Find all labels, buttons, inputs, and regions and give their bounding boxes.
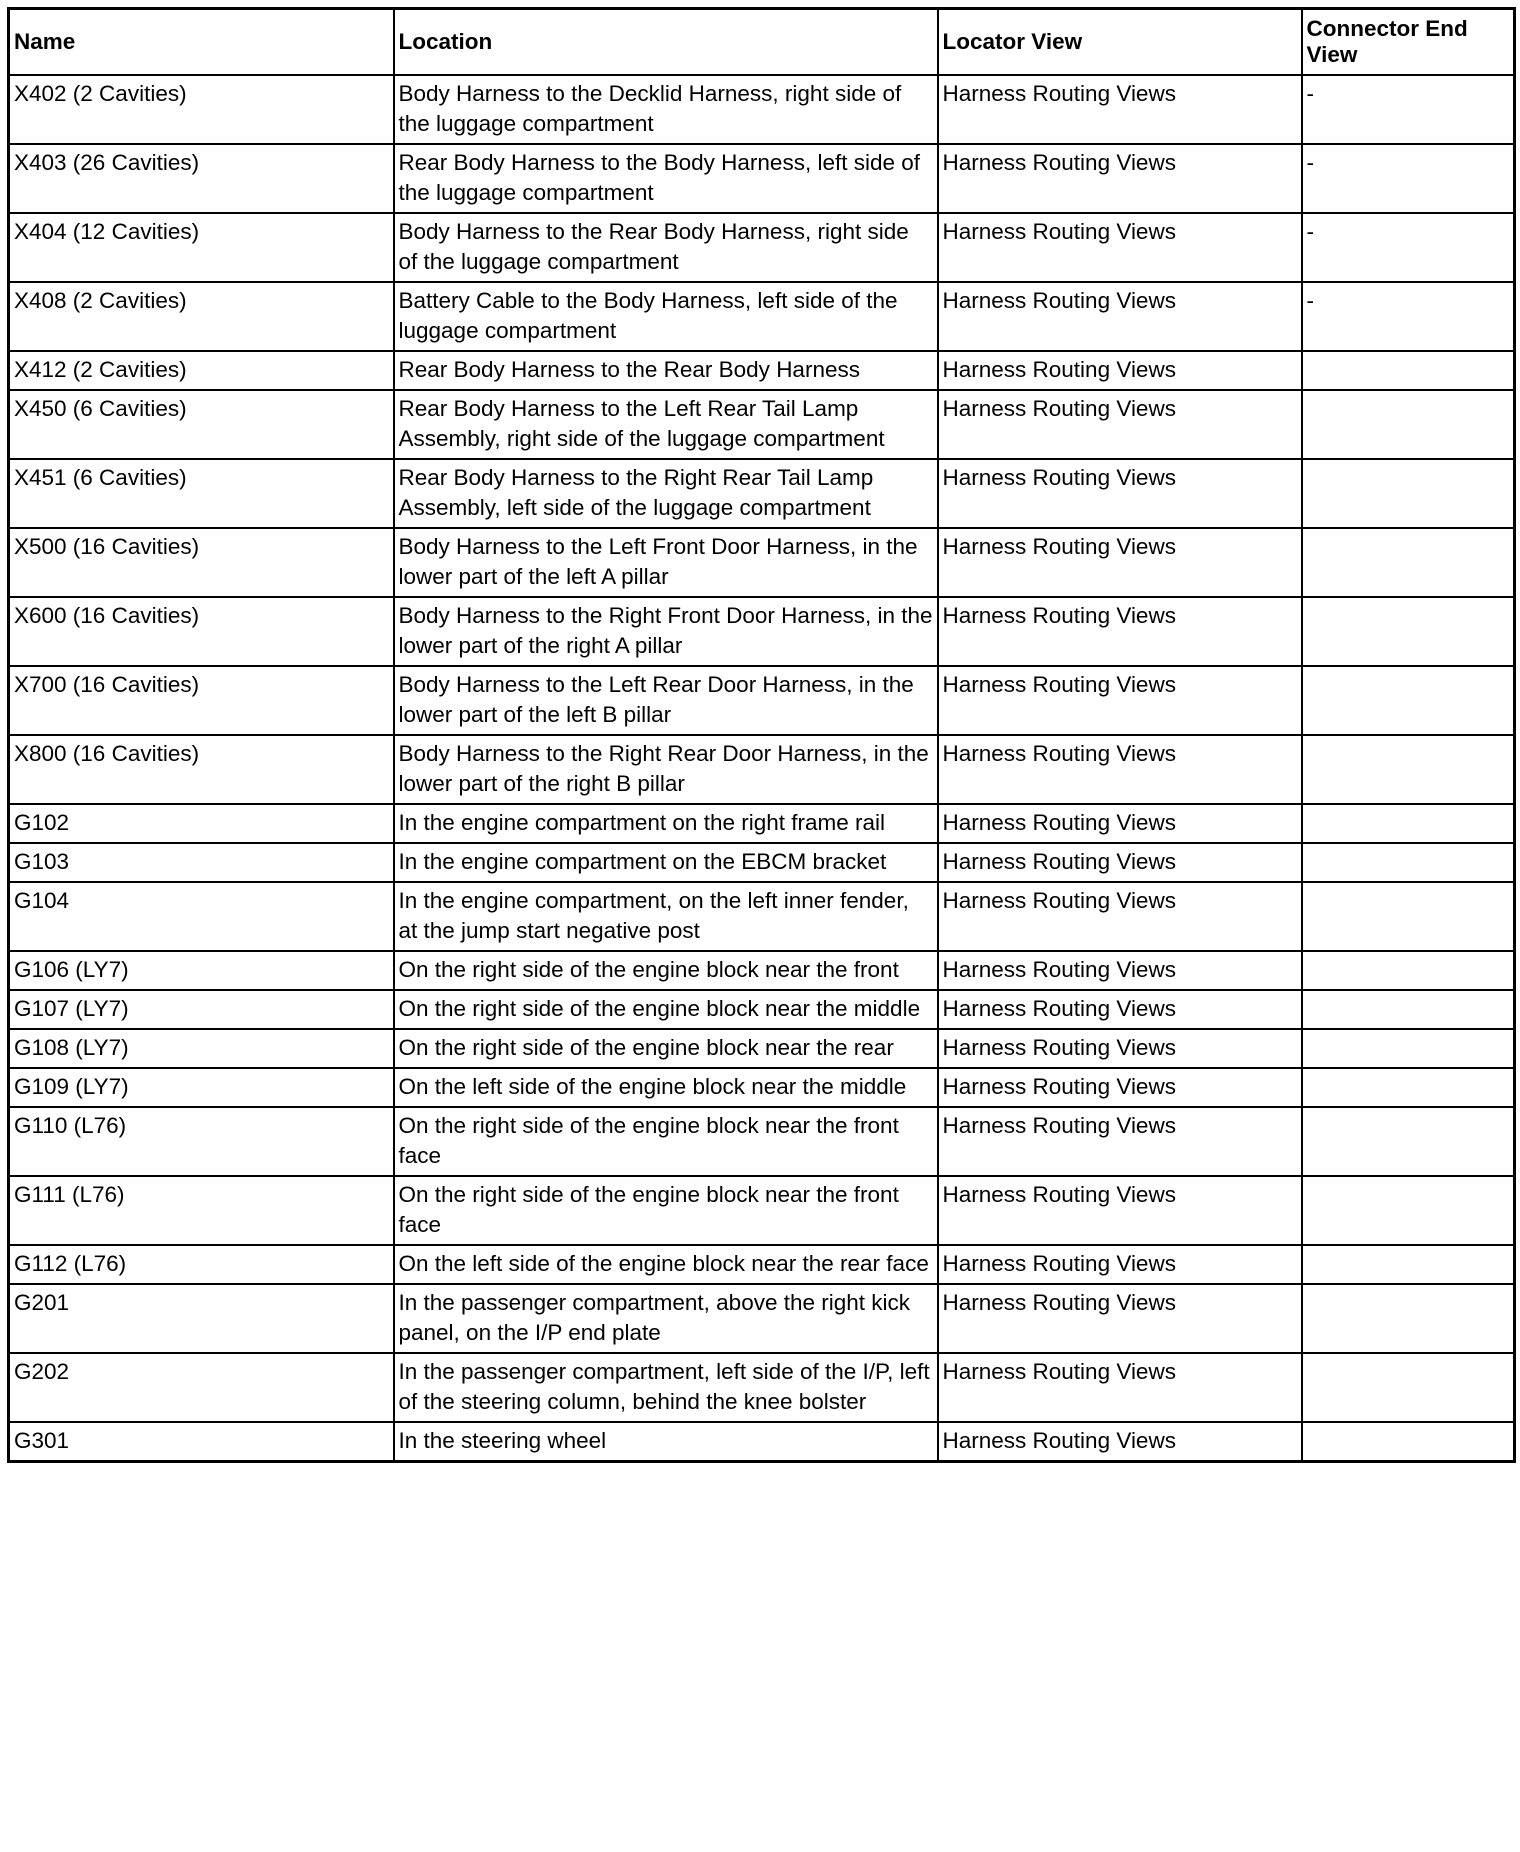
cell-connector-end-view xyxy=(1302,528,1515,597)
cell-connector-end-view xyxy=(1302,390,1515,459)
table-row xyxy=(9,735,1515,804)
cell-locator-view-link[interactable]: Harness Routing Views xyxy=(938,951,1302,990)
table-row xyxy=(9,213,1515,282)
cell-locator-view-link[interactable]: Harness Routing Views xyxy=(938,213,1302,282)
cell-location: In the engine compartment, on the left inner fender, at the jump start negative post xyxy=(394,882,938,951)
table-row xyxy=(9,144,1515,213)
cell-connector-end-view xyxy=(1302,990,1515,1029)
cell-connector-end-view xyxy=(1302,735,1515,804)
table-row xyxy=(9,1284,1515,1353)
cell-name: X500 (16 Cavities) xyxy=(9,528,394,597)
cell-name: G108 (LY7) xyxy=(9,1029,394,1068)
cell-connector-end-view xyxy=(1302,843,1515,882)
cell-location: Body Harness to the Left Rear Door Harness, in the lower part of the left B pillar xyxy=(394,666,938,735)
cell-location: In the engine compartment on the EBCM bracket xyxy=(394,843,938,882)
table-row xyxy=(9,1353,1515,1422)
cell-locator-view-link[interactable]: Harness Routing Views xyxy=(938,597,1302,666)
cell-location: Body Harness to the Right Front Door Harness, in the lower part of the right A pillar xyxy=(394,597,938,666)
cell-locator-view-link[interactable]: Harness Routing Views xyxy=(938,1284,1302,1353)
table-row xyxy=(9,597,1515,666)
cell-connector-end-view xyxy=(1302,459,1515,528)
cell-connector-end-view xyxy=(1302,351,1515,390)
cell-location: On the right side of the engine block near the front face xyxy=(394,1176,938,1245)
table-header xyxy=(9,9,1515,76)
cell-connector-end-view: - xyxy=(1302,282,1515,351)
cell-name: G201 xyxy=(9,1284,394,1353)
header-row xyxy=(9,9,1515,76)
table-row xyxy=(9,390,1515,459)
cell-name: G301 xyxy=(9,1422,394,1462)
cell-location: Rear Body Harness to the Left Rear Tail Lamp Assembly, right side of the luggage compartment xyxy=(394,390,938,459)
cell-locator-view-link[interactable]: Harness Routing Views xyxy=(938,735,1302,804)
cell-connector-end-view xyxy=(1302,882,1515,951)
cell-connector-end-view xyxy=(1302,1245,1515,1284)
cell-locator-view-link[interactable]: Harness Routing Views xyxy=(938,666,1302,735)
cell-location: In the steering wheel xyxy=(394,1422,938,1462)
cell-location: On the right side of the engine block near the rear xyxy=(394,1029,938,1068)
cell-connector-end-view xyxy=(1302,1176,1515,1245)
cell-name: G109 (LY7) xyxy=(9,1068,394,1107)
cell-location: In the passenger compartment, left side of the I/P, left of the steering column, behind the knee bolster xyxy=(394,1353,938,1422)
cell-location: In the passenger compartment, above the right kick panel, on the I/P end plate xyxy=(394,1284,938,1353)
cell-locator-view-link[interactable]: Harness Routing Views xyxy=(938,1422,1302,1462)
table-row xyxy=(9,1245,1515,1284)
cell-name: G112 (L76) xyxy=(9,1245,394,1284)
cell-name: G102 xyxy=(9,804,394,843)
cell-name: X408 (2 Cavities) xyxy=(9,282,394,351)
cell-locator-view-link[interactable]: Harness Routing Views xyxy=(938,804,1302,843)
cell-location: Battery Cable to the Body Harness, left side of the luggage compartment xyxy=(394,282,938,351)
table-row xyxy=(9,990,1515,1029)
cell-name: X412 (2 Cavities) xyxy=(9,351,394,390)
cell-name: X700 (16 Cavities) xyxy=(9,666,394,735)
cell-location: On the right side of the engine block near the middle xyxy=(394,990,938,1029)
component-locator-table xyxy=(7,7,1516,1463)
cell-location: On the right side of the engine block near the front xyxy=(394,951,938,990)
cell-location: On the right side of the engine block near the front face xyxy=(394,1107,938,1176)
cell-name: G106 (LY7) xyxy=(9,951,394,990)
cell-locator-view-link[interactable]: Harness Routing Views xyxy=(938,1107,1302,1176)
cell-connector-end-view xyxy=(1302,1284,1515,1353)
cell-connector-end-view xyxy=(1302,804,1515,843)
cell-connector-end-view xyxy=(1302,1107,1515,1176)
table-row xyxy=(9,951,1515,990)
table-row xyxy=(9,666,1515,735)
cell-name: G202 xyxy=(9,1353,394,1422)
table-row xyxy=(9,804,1515,843)
table-row xyxy=(9,1029,1515,1068)
cell-locator-view-link[interactable]: Harness Routing Views xyxy=(938,528,1302,597)
table-row xyxy=(9,1107,1515,1176)
column-header-connector-end-view: Connector End View xyxy=(1302,9,1515,76)
cell-connector-end-view xyxy=(1302,1068,1515,1107)
cell-locator-view-link[interactable]: Harness Routing Views xyxy=(938,882,1302,951)
table-row xyxy=(9,282,1515,351)
cell-locator-view-link[interactable]: Harness Routing Views xyxy=(938,1068,1302,1107)
cell-connector-end-view xyxy=(1302,1029,1515,1068)
cell-name: X600 (16 Cavities) xyxy=(9,597,394,666)
cell-connector-end-view xyxy=(1302,1422,1515,1462)
cell-location: Body Harness to the Right Rear Door Harness, in the lower part of the right B pillar xyxy=(394,735,938,804)
cell-location: Rear Body Harness to the Right Rear Tail Lamp Assembly, left side of the luggage compartment xyxy=(394,459,938,528)
table-row xyxy=(9,1176,1515,1245)
cell-locator-view-link[interactable]: Harness Routing Views xyxy=(938,843,1302,882)
cell-locator-view-link[interactable]: Harness Routing Views xyxy=(938,144,1302,213)
cell-name: X402 (2 Cavities) xyxy=(9,75,394,144)
column-header-location: Location xyxy=(394,9,938,76)
cell-name: G110 (L76) xyxy=(9,1107,394,1176)
cell-connector-end-view xyxy=(1302,666,1515,735)
cell-locator-view-link[interactable]: Harness Routing Views xyxy=(938,351,1302,390)
cell-name: X450 (6 Cavities) xyxy=(9,390,394,459)
cell-location: In the engine compartment on the right frame rail xyxy=(394,804,938,843)
table-row xyxy=(9,1422,1515,1462)
cell-connector-end-view: - xyxy=(1302,75,1515,144)
cell-name: X403 (26 Cavities) xyxy=(9,144,394,213)
cell-name: G104 xyxy=(9,882,394,951)
cell-connector-end-view: - xyxy=(1302,213,1515,282)
table-row xyxy=(9,528,1515,597)
cell-location: On the left side of the engine block near the middle xyxy=(394,1068,938,1107)
cell-location: Rear Body Harness to the Rear Body Harness xyxy=(394,351,938,390)
cell-locator-view-link[interactable]: Harness Routing Views xyxy=(938,390,1302,459)
cell-connector-end-view: - xyxy=(1302,144,1515,213)
cell-name: G103 xyxy=(9,843,394,882)
cell-name: G107 (LY7) xyxy=(9,990,394,1029)
cell-location: On the left side of the engine block near the rear face xyxy=(394,1245,938,1284)
cell-locator-view-link[interactable]: Harness Routing Views xyxy=(938,75,1302,144)
cell-locator-view-link[interactable]: Harness Routing Views xyxy=(938,282,1302,351)
cell-name: X800 (16 Cavities) xyxy=(9,735,394,804)
cell-locator-view-link[interactable]: Harness Routing Views xyxy=(938,1245,1302,1284)
cell-locator-view-link[interactable]: Harness Routing Views xyxy=(938,459,1302,528)
cell-connector-end-view xyxy=(1302,951,1515,990)
cell-locator-view-link[interactable]: Harness Routing Views xyxy=(938,990,1302,1029)
cell-location: Body Harness to the Decklid Harness, right side of the luggage compartment xyxy=(394,75,938,144)
column-header-name: Name xyxy=(9,9,394,76)
cell-locator-view-link[interactable]: Harness Routing Views xyxy=(938,1029,1302,1068)
cell-connector-end-view xyxy=(1302,597,1515,666)
column-header-locator-view: Locator View xyxy=(938,9,1302,76)
cell-locator-view-link[interactable]: Harness Routing Views xyxy=(938,1176,1302,1245)
cell-connector-end-view xyxy=(1302,1353,1515,1422)
cell-name: X404 (12 Cavities) xyxy=(9,213,394,282)
table-row xyxy=(9,459,1515,528)
cell-name: G111 (L76) xyxy=(9,1176,394,1245)
table-row xyxy=(9,75,1515,144)
table-row xyxy=(9,351,1515,390)
table-body xyxy=(9,75,1515,1462)
cell-name: X451 (6 Cavities) xyxy=(9,459,394,528)
cell-locator-view-link[interactable]: Harness Routing Views xyxy=(938,1353,1302,1422)
table-row xyxy=(9,1068,1515,1107)
table-row xyxy=(9,843,1515,882)
table-row xyxy=(9,882,1515,951)
cell-location: Rear Body Harness to the Body Harness, left side of the luggage compartment xyxy=(394,144,938,213)
cell-location: Body Harness to the Left Front Door Harness, in the lower part of the left A pillar xyxy=(394,528,938,597)
cell-location: Body Harness to the Rear Body Harness, right side of the luggage compartment xyxy=(394,213,938,282)
